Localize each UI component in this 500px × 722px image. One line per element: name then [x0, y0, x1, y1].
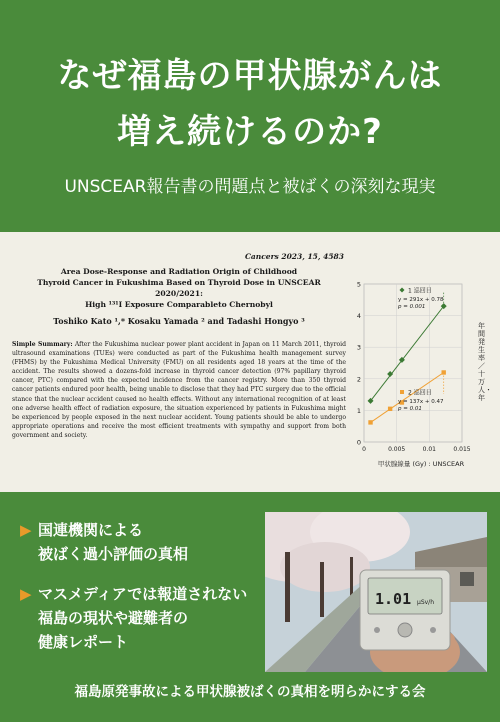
legend-marker	[400, 288, 405, 293]
triangle-bullet-icon: ▶	[20, 521, 32, 539]
y-tick-label: 4	[356, 312, 361, 321]
data-point	[387, 371, 393, 377]
bullet-1-line-1: 国連機関による	[38, 521, 144, 539]
y-tick-label: 1	[356, 406, 361, 415]
x-tick-label: 0.01	[422, 446, 437, 453]
y-tick-label: 0	[356, 438, 361, 447]
regression-equation: y = 291x + 0.78	[398, 297, 444, 303]
triangle-bullet-icon: ▶	[20, 585, 32, 603]
p-value: p = 0.001	[398, 304, 426, 310]
regression-line	[371, 306, 444, 401]
y-tick-label: 5	[356, 280, 361, 289]
bullet-2-line-3: 健康レポート	[38, 633, 129, 651]
legend-label: 1 巡回目	[408, 287, 432, 295]
p-value: p = 0.01	[398, 406, 422, 412]
data-point	[368, 420, 372, 424]
y-tick-label: 2	[356, 375, 361, 384]
paper-title-line-1: Area Dose-Response and Radiation Origin of Childhood	[60, 267, 298, 276]
paper-title-line-2: Thyroid Cancer in Fukushima Based on Thyroid Dose in UNSCEAR 2020/2021:	[37, 278, 321, 298]
organization-name: 福島原発事故による甲状腺被ばくの真相を明らかにする会	[74, 684, 426, 700]
regression-equation: y = 137x + 0.47	[398, 399, 444, 405]
chart-ylabel: 年間発生率／十万人・年	[478, 322, 492, 402]
legend-marker	[400, 390, 404, 394]
x-tick-label: 0.005	[388, 446, 406, 453]
paper-title	[20, 266, 338, 310]
bullet-1	[20, 518, 188, 566]
bullet-2-line-2: 福島の現状や避難者の	[38, 609, 189, 627]
x-axis-label: 甲状腺線量 (Gy) : UNSCEAR	[377, 460, 465, 468]
data-point	[388, 407, 392, 411]
x-tick-label: 0	[362, 446, 366, 453]
chart-svg	[350, 270, 490, 482]
street-photo-illustration	[265, 512, 487, 672]
summary-text: After the Fukushima nuclear power plant accident in Japan on 11 March 2011, thyroid ultrasound examinations (TUEs) were conducted as part of the Fukushima health management survey (FHMS) by the Fukushima Medical University (FMU) on all residents aged 18 years at the time of the accident. The results showed a dozens-fold increase in thyroid cancer detection (97% papillary thyroid cancer, PTC) compared with the expected incidence from the cancer registry. More than 350 thyroid cancer patients endured poor health, being unable to disclose that they had PTC surgery due to the official stance that the nuclear accident caused no health effects. Without any international recognition of at least one adverse health effect of radiation exposure, the situation experienced by patients in Fukushima might be experienced by people exposed in the next nuclear accident. Young patients should be able to undergo appropriate operations and receive the most efficient treatments with sympathy and support from both government and society.	[12, 341, 346, 439]
regression-line	[371, 372, 444, 422]
journal-citation: Cancers 2023, 15, 4583	[244, 252, 344, 261]
subtitle: UNSCEAR報告書の問題点と被ばくの深刻な現実	[64, 177, 436, 197]
paper-excerpt	[8, 246, 348, 482]
data-point	[442, 370, 446, 374]
summary-label: Simple Summary:	[12, 341, 73, 348]
x-tick-label: 0.015	[453, 446, 471, 453]
y-tick-label: 3	[356, 343, 361, 352]
bullet-1-line-2: 被ばく過小評価の真相	[38, 545, 189, 563]
simple-summary	[12, 340, 346, 440]
meter-reading: 1.01	[375, 590, 412, 608]
paper-title-line-3: High ¹³¹I Exposure Comparableto Chernobyl	[85, 300, 273, 309]
bullet-2-line-1: マスメディアでは報道されない	[38, 585, 248, 603]
street-photo	[265, 512, 487, 672]
title-line-1: なぜ福島の甲状腺がんは	[57, 56, 443, 96]
dose-response-chart	[350, 270, 490, 482]
paper-authors: Toshiko Kato ¹,* Kosaku Yamada ² and Tadashi Hongyo ³	[53, 316, 305, 326]
meter-unit: μSv/h	[417, 599, 435, 606]
bullet-2	[20, 582, 247, 654]
title-line-2: 増え続けるのか?	[117, 112, 383, 152]
legend-label: 2 巡回目	[408, 389, 432, 397]
